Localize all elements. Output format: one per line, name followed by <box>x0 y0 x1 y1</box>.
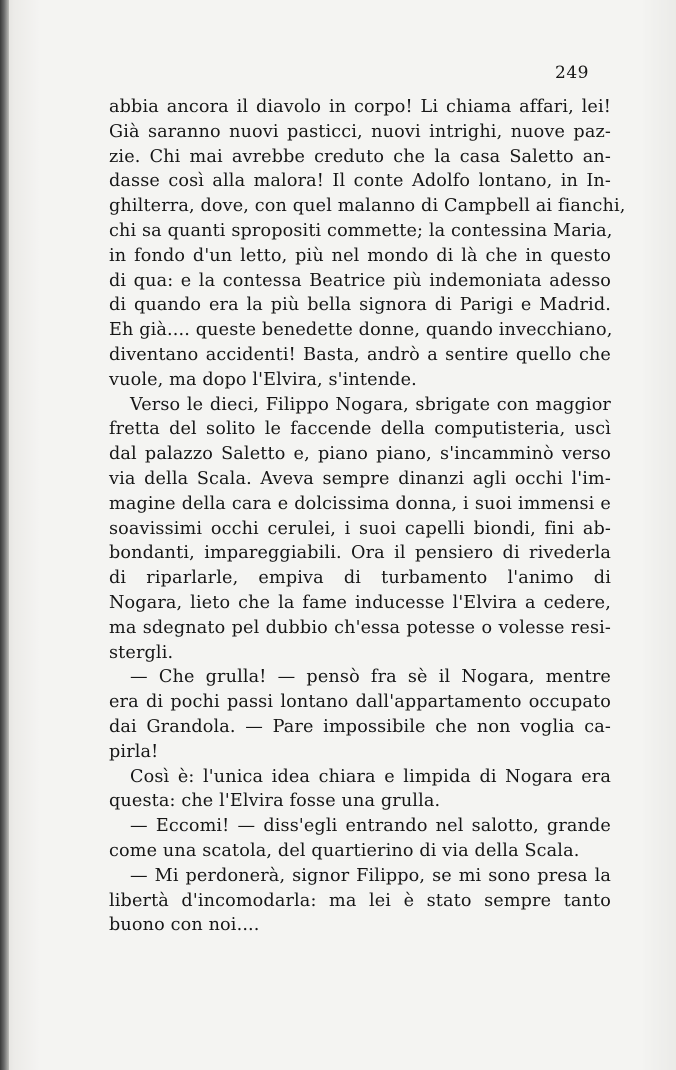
text-line: Nogara, lieto che la fame inducesse l'Elvira a cedere, <box>109 592 611 613</box>
text-line: zie. Chi mai avrebbe creduto che la casa Saletto an- <box>109 146 611 167</box>
text-line: di qua: e la contessa Beatrice più indemoniata adesso <box>109 270 611 291</box>
text-line: bondanti, impareggiabili. Ora il pensiero di rivederla <box>109 543 611 564</box>
text-line: Così è: l'unica idea chiara e limpida di Nogara era <box>130 766 611 787</box>
book-spine-edge <box>0 0 9 1070</box>
text-line: fretta del solito le faccende della computisteria, uscì <box>109 419 611 440</box>
text-line: libertà d'incomodarla: ma lei è stato sempre tanto <box>109 890 611 911</box>
page-number: 249 <box>555 63 589 83</box>
text-line: dasse così alla malora! Il conte Adolfo lontano, in In- <box>109 171 611 192</box>
text-line: via della Scala. Aveva sempre dinanzi agli occhi l'im- <box>109 468 611 489</box>
text-line: — Che grulla! — pensò fra sè il Nogara, mentre <box>130 667 611 688</box>
text-line: buono con noi.... <box>109 915 260 936</box>
text-line: chi sa quanti spropositi commette; la contessina Maria, <box>109 220 613 241</box>
text-line: ma sdegnato pel dubbio ch'essa potesse o volesse resi- <box>109 617 611 638</box>
text-line: Eh già.... queste benedette donne, quando invecchiano, <box>109 320 613 341</box>
text-line: dai Grandola. — Pare impossibile che non voglia ca- <box>109 716 611 737</box>
text-line: Già saranno nuovi pasticci, nuovi intrighi, nuove paz- <box>109 121 611 142</box>
text-line: questa: che l'Elvira fosse una grulla. <box>109 791 441 812</box>
text-line: soavissimi occhi cerulei, i suoi capelli biondi, fini ab- <box>109 518 611 539</box>
text-line: diventano accidenti! Basta, andrò a sentire quello che <box>109 344 611 365</box>
text-line: magine della cara e dolcissima donna, i suoi immensi e <box>109 493 611 514</box>
text-line: Verso le dieci, Filippo Nogara, sbrigate con maggior <box>130 394 611 415</box>
text-line: dal palazzo Saletto e, piano piano, s'incamminò verso <box>109 444 611 465</box>
body-text <box>109 95 626 938</box>
text-line: vuole, ma dopo l'Elvira, s'intende. <box>109 369 417 390</box>
text-line: pirla! <box>109 741 159 762</box>
text-line: — Mi perdonerà, signor Filippo, se mi sono presa la <box>130 865 611 886</box>
text-line: stergli. <box>109 642 174 663</box>
text-line: era di pochi passi lontano dall'appartamento occupato <box>109 692 611 713</box>
text-line: di quando era la più bella signora di Parigi e Madrid. <box>109 295 611 316</box>
text-line: come una scatola, del quartierino di via della Scala. <box>109 840 580 861</box>
text-line: abbia ancora il diavolo in corpo! Li chiama affari, lei! <box>109 97 611 117</box>
text-line: — Eccomi! — diss'egli entrando nel salotto, grande <box>130 816 611 837</box>
text-line: in fondo d'un letto, più nel mondo di là che in questo <box>109 245 611 266</box>
text-line: ghilterra, dove, con quel malanno di Campbell ai fianchi, <box>109 196 626 217</box>
text-line: di riparlarle, empiva di turbamento l'animo di <box>109 568 611 589</box>
